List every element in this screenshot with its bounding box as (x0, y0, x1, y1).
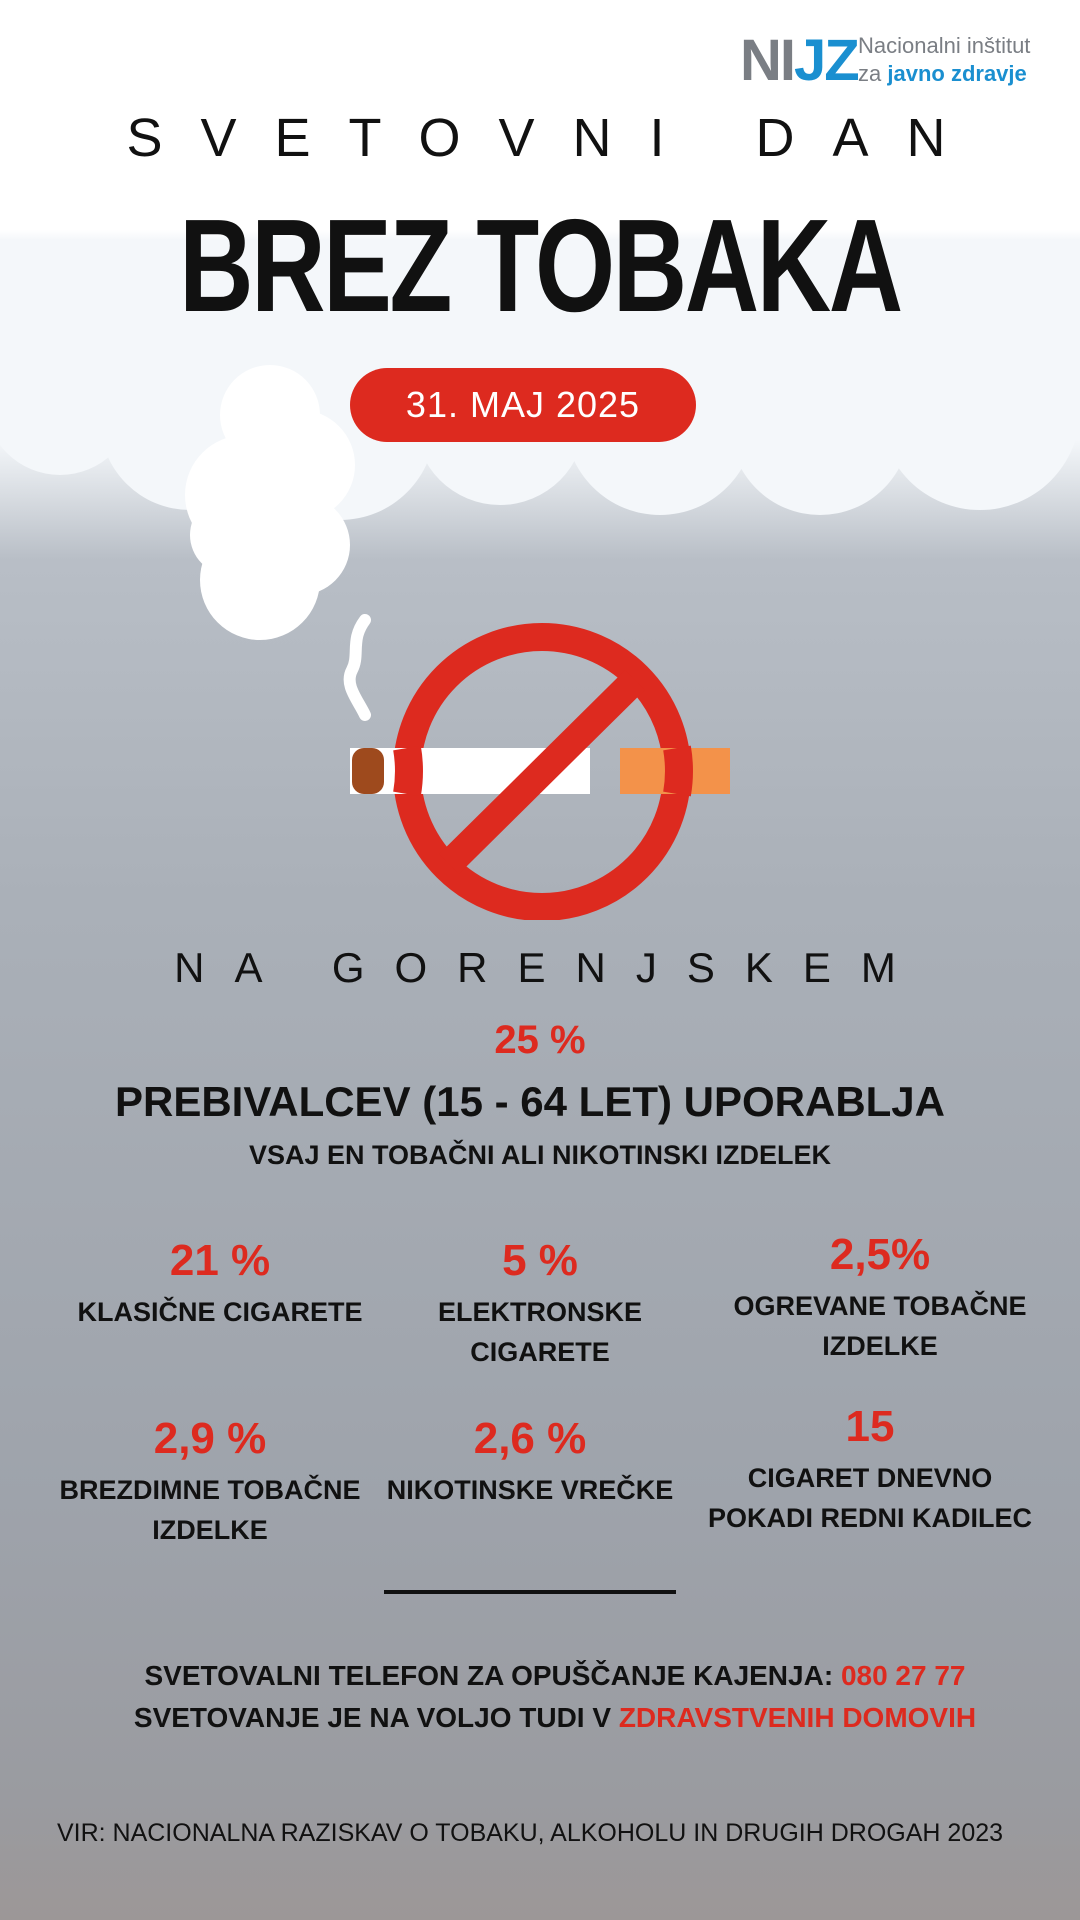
stat-klasicne-cigarete (60, 1236, 380, 1332)
stat-label: NIKOTINSKE VREČKE (386, 1475, 674, 1505)
phone-line (30, 1655, 1080, 1697)
stat-label: KLASIČNE CIGARETE (77, 1297, 363, 1327)
stat-label-line2: IZDELKE (152, 1515, 268, 1545)
no-smoking-icon (330, 600, 750, 920)
stat-value: 2,9 % (153, 1414, 267, 1463)
logo-mark-ni: NI (740, 28, 794, 93)
nijz-logo (740, 28, 1060, 94)
stat-value: 2,6 % (473, 1414, 587, 1463)
stat-label-line1: BREZDIMNE TOBAČNE (59, 1475, 361, 1505)
stat-label-line2: IZDELKE (822, 1331, 938, 1361)
stat-nikotinske-vrecke (370, 1414, 690, 1510)
stat-label (700, 1458, 1040, 1538)
stat-label-line1: OGREVANE TOBAČNE (733, 1291, 1027, 1321)
advice-line (30, 1697, 1080, 1739)
stat-label (380, 1292, 700, 1372)
header-svetovni-dan: SVETOVNI DAN (126, 108, 984, 168)
stat-ogrevane-tobacne-izdelke (720, 1230, 1040, 1366)
logo-mark-jz: JZ (794, 28, 858, 93)
logo-javno-zdravje: javno zdravje (887, 61, 1027, 86)
advice-place: ZDRAVSTVENIH DOMOVIH (618, 1702, 977, 1733)
phone-number: 080 27 77 (840, 1660, 966, 1691)
stat-elektronske-cigarete (380, 1236, 700, 1372)
logo-line2 (858, 60, 1030, 88)
stat-value: 5 % (502, 1236, 578, 1285)
stat-value: 21 % (169, 1236, 271, 1285)
logo-line1: Nacionalni inštitut (858, 33, 1031, 58)
stat-brezdimne-tobacne-izdelke (50, 1414, 370, 1550)
divider (384, 1590, 676, 1594)
main-stat-subtitle: VSAJ EN TOBAČNI ALI NIKOTINSKI IZDELEK (248, 1140, 832, 1170)
stat-label-line1: CIGARET DNEVNO (747, 1463, 993, 1493)
advice-text: SVETOVANJE JE NA VOLJO TUDI V (133, 1702, 612, 1733)
stat-value: 15 (845, 1402, 895, 1451)
nijz-logo-mark (740, 28, 858, 94)
stat-label-line2: CIGARETE (470, 1337, 610, 1367)
page-title: BREZ TOBAKA (179, 192, 901, 339)
region-heading: NA GORENJSKEM (174, 944, 926, 991)
stat-cigaret-dnevno (700, 1402, 1040, 1538)
stat-label-line1: ELEKTRONSKE (437, 1297, 643, 1327)
main-stat-headline: PREBIVALCEV (15 - 64 LET) UPORABLJA (114, 1078, 945, 1125)
quit-smoking-info (0, 1655, 1080, 1739)
source-note: VIR: NACIONALNA RAZISKAV O TOBAKU, ALKOHOLU IN DRUGIH DROGAH 2023 (56, 1819, 1004, 1847)
phone-text: SVETOVALNI TELEFON ZA OPUŠČANJE KAJENJA: (144, 1660, 834, 1691)
stat-label (720, 1286, 1040, 1366)
logo-text (858, 32, 1030, 88)
date-badge: 31. MAJ 2025 (350, 368, 696, 442)
stat-label-line2: POKADI REDNI KADILEC (707, 1503, 1032, 1533)
main-stat-value: 25 % (494, 1018, 586, 1062)
stat-label (50, 1470, 370, 1550)
logo-za: za (858, 61, 882, 86)
stat-value: 2,5% (829, 1230, 931, 1279)
